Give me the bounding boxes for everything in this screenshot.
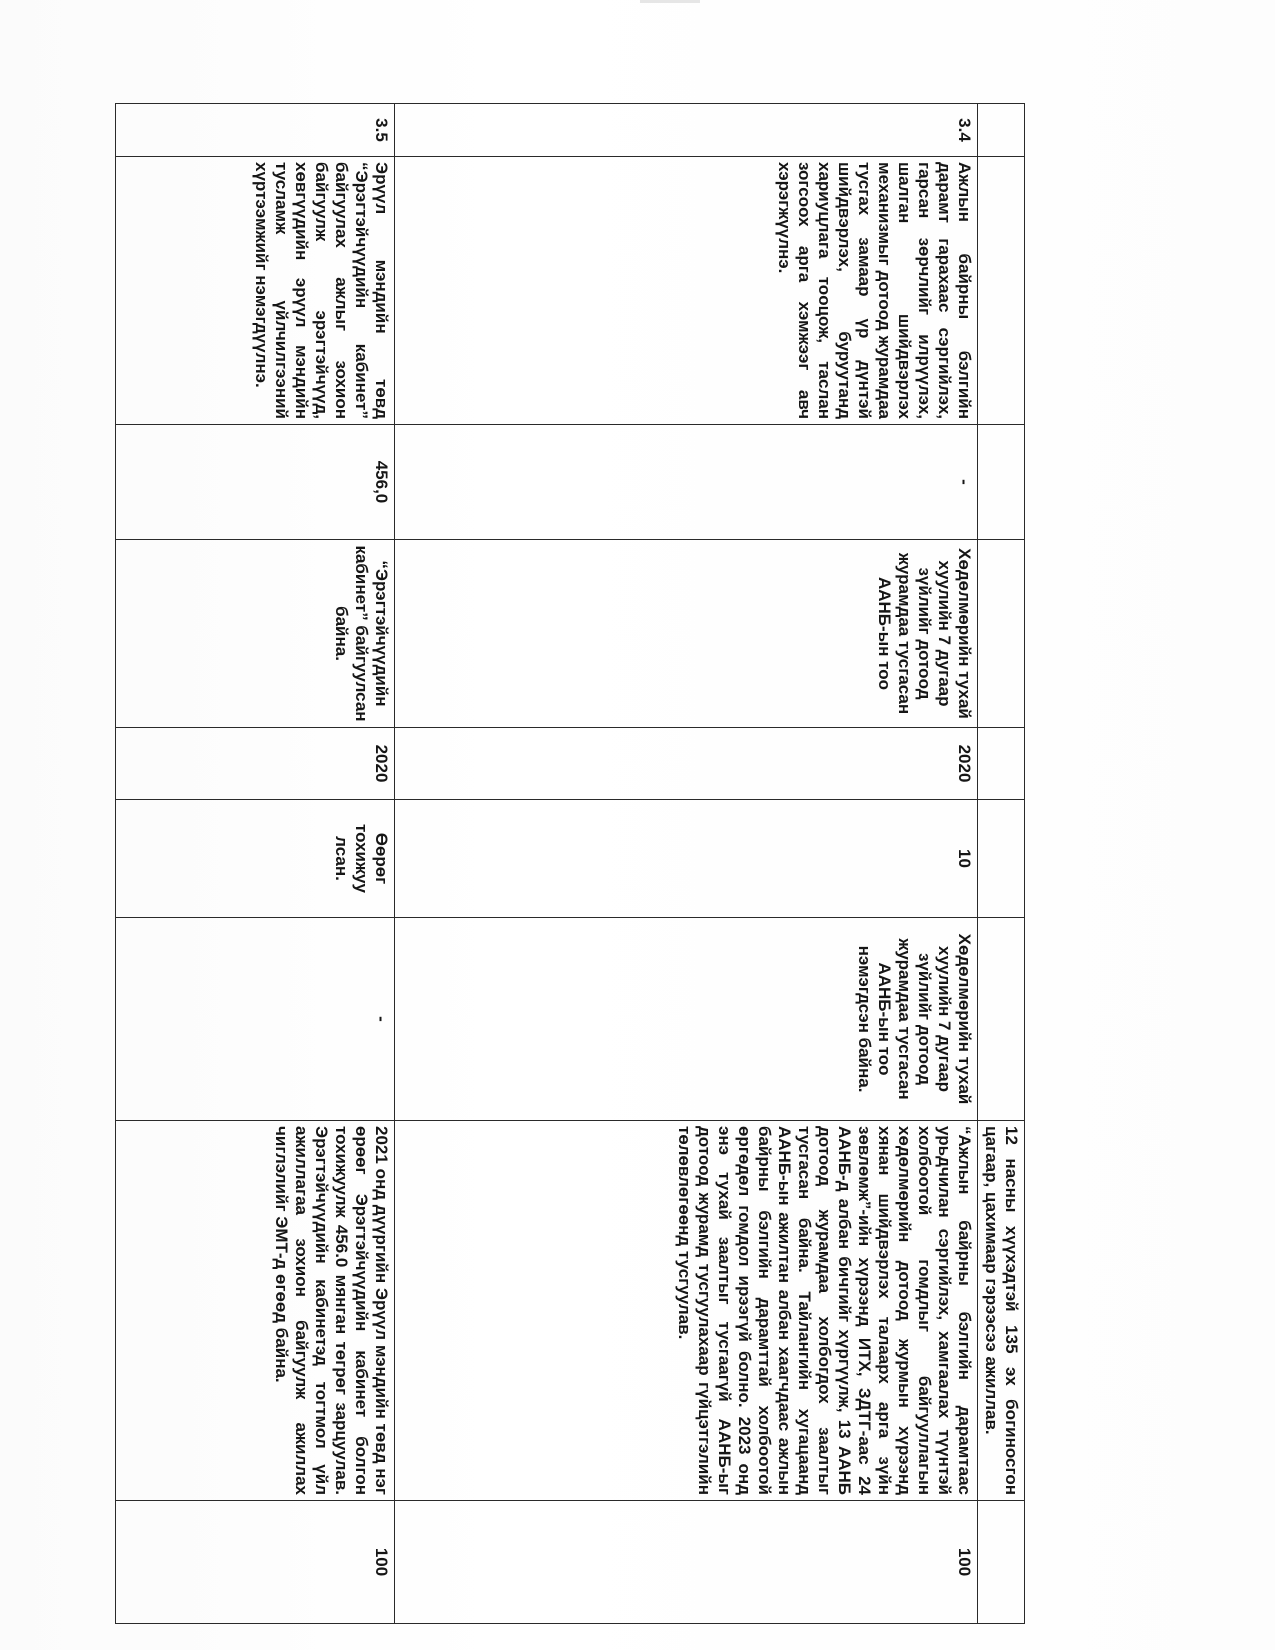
table-row: [395, 104, 978, 1624]
table-cell: [978, 728, 1025, 800]
score-cell: 100: [116, 1501, 395, 1624]
progress-cell: “Ажлын байрны бэлгийн дарамтаас урьдчилан сэргийлэх, хамгаалах түүнтэй холбоотой гомдлыг байгууллагын хөдөлмөрийн дотоод журмын хүрээнд хянан шийдвэрлэх талаарх арга зүйн зөвлөмж”-ийн хүрээнд ИТХ, ЗДТГ-аас 24 ААНБ-д албан бичгийг хүргүүлж, 13 ААНБ дотоод журамдаа холбогдох заалтыг тусгасан байна. Тайлангийн хугацаанд ААНБ-ын ажилтан албан хаагчдаас ажлын байрны бэлгийн дарамттай холбоотой өргөдөл гомдол ирээгүй болно. 2023 онд энэ тухай заалтыг тусгаагүй ААНБ-ыг дотоод журамд тусгуулахаар гүйцэтгэлийн төлөвлөгөөнд тусгуулав.: [395, 1121, 978, 1501]
report-table: [115, 103, 1025, 1624]
progress-cell: 2021 онд дүүргийн Эрүүл мэндийн төвд нэг өрөөг Эрэгтэйчүүдийн кабинет болгон тохижуулж 456.0 мянган төгрөг зарцуулав. Эрэгтэйчүүдийн кабинетэд тогтмол үйл ажиллагаа зохион байгуулж ажиллах чиглэлийг ЭМТ-д өгөөд байна.: [116, 1121, 395, 1501]
year-cell: 2020: [395, 728, 978, 800]
result-cell: -: [116, 918, 395, 1121]
score-cell: 100: [395, 1501, 978, 1624]
table-cell: [978, 540, 1025, 728]
table-cell: [978, 425, 1025, 540]
target-cell: Өөрөг тохижуу лсан.: [116, 800, 395, 918]
table-cell: [978, 157, 1025, 425]
table-cell: [978, 1501, 1025, 1624]
target-cell: 10: [395, 800, 978, 918]
activity-cell: Эрүүл мэндийн төвд “Эрэгтэйчүүдийн кабинет” байгуулах ажлыг зохион байгуулж эрэгтэйчүүд, хөвгүүдийн эрүүл мэндийн тусламж үйлчилгээний хүртээмжийг нэмэгдүүлнэ.: [116, 157, 395, 425]
row-number: 3.4: [395, 104, 978, 157]
activity-cell: Ажлын байрны бэлгийн дарамт гарахаас сэргийлэх, гарсан зөрчлийг илрүүлэх, шалган шийдвэрлэх механизмыг дотоод журамдаа тусгах замаар үр дүнтэй шийдвэрлэх, буруутанд хариуцлага тооцож, таслан зогсоох арга хэмжээг авч хэрэгжүүлнэ.: [395, 157, 978, 425]
indicator-cell: Хөдөлмөрийн тухай хуулийн 7 дугаар зүйлийг дотоод журамдаа тусгасан ААНБ-ын тоо: [395, 540, 978, 728]
budget-cell: -: [395, 425, 978, 540]
table-row: [978, 104, 1025, 1624]
result-cell: Хөдөлмөрийн тухай хуулийн 7 дугаар зүйлийг дотоод журамдаа тусгасан ААНБ-ын тоо нэмэгдсэн байна.: [395, 918, 978, 1121]
rotated-page: [115, 103, 1025, 1623]
table-cell: [978, 104, 1025, 157]
table-row: [116, 104, 395, 1624]
year-cell: 2020: [116, 728, 395, 800]
table-cell: [978, 918, 1025, 1121]
row-number: 3.5: [116, 104, 395, 157]
progress-cell: 12 насны хүүхэдтэй 135 эх богиносгон цагаар, цахимаар гэрээсээ ажиллав.: [978, 1121, 1025, 1501]
budget-cell: 456,0: [116, 425, 395, 540]
table-cell: [978, 800, 1025, 918]
indicator-cell: “Эрэгтэйчүүдийн кабинет” байгуулсан байна.: [116, 540, 395, 728]
scan-artifact: [640, 0, 700, 3]
